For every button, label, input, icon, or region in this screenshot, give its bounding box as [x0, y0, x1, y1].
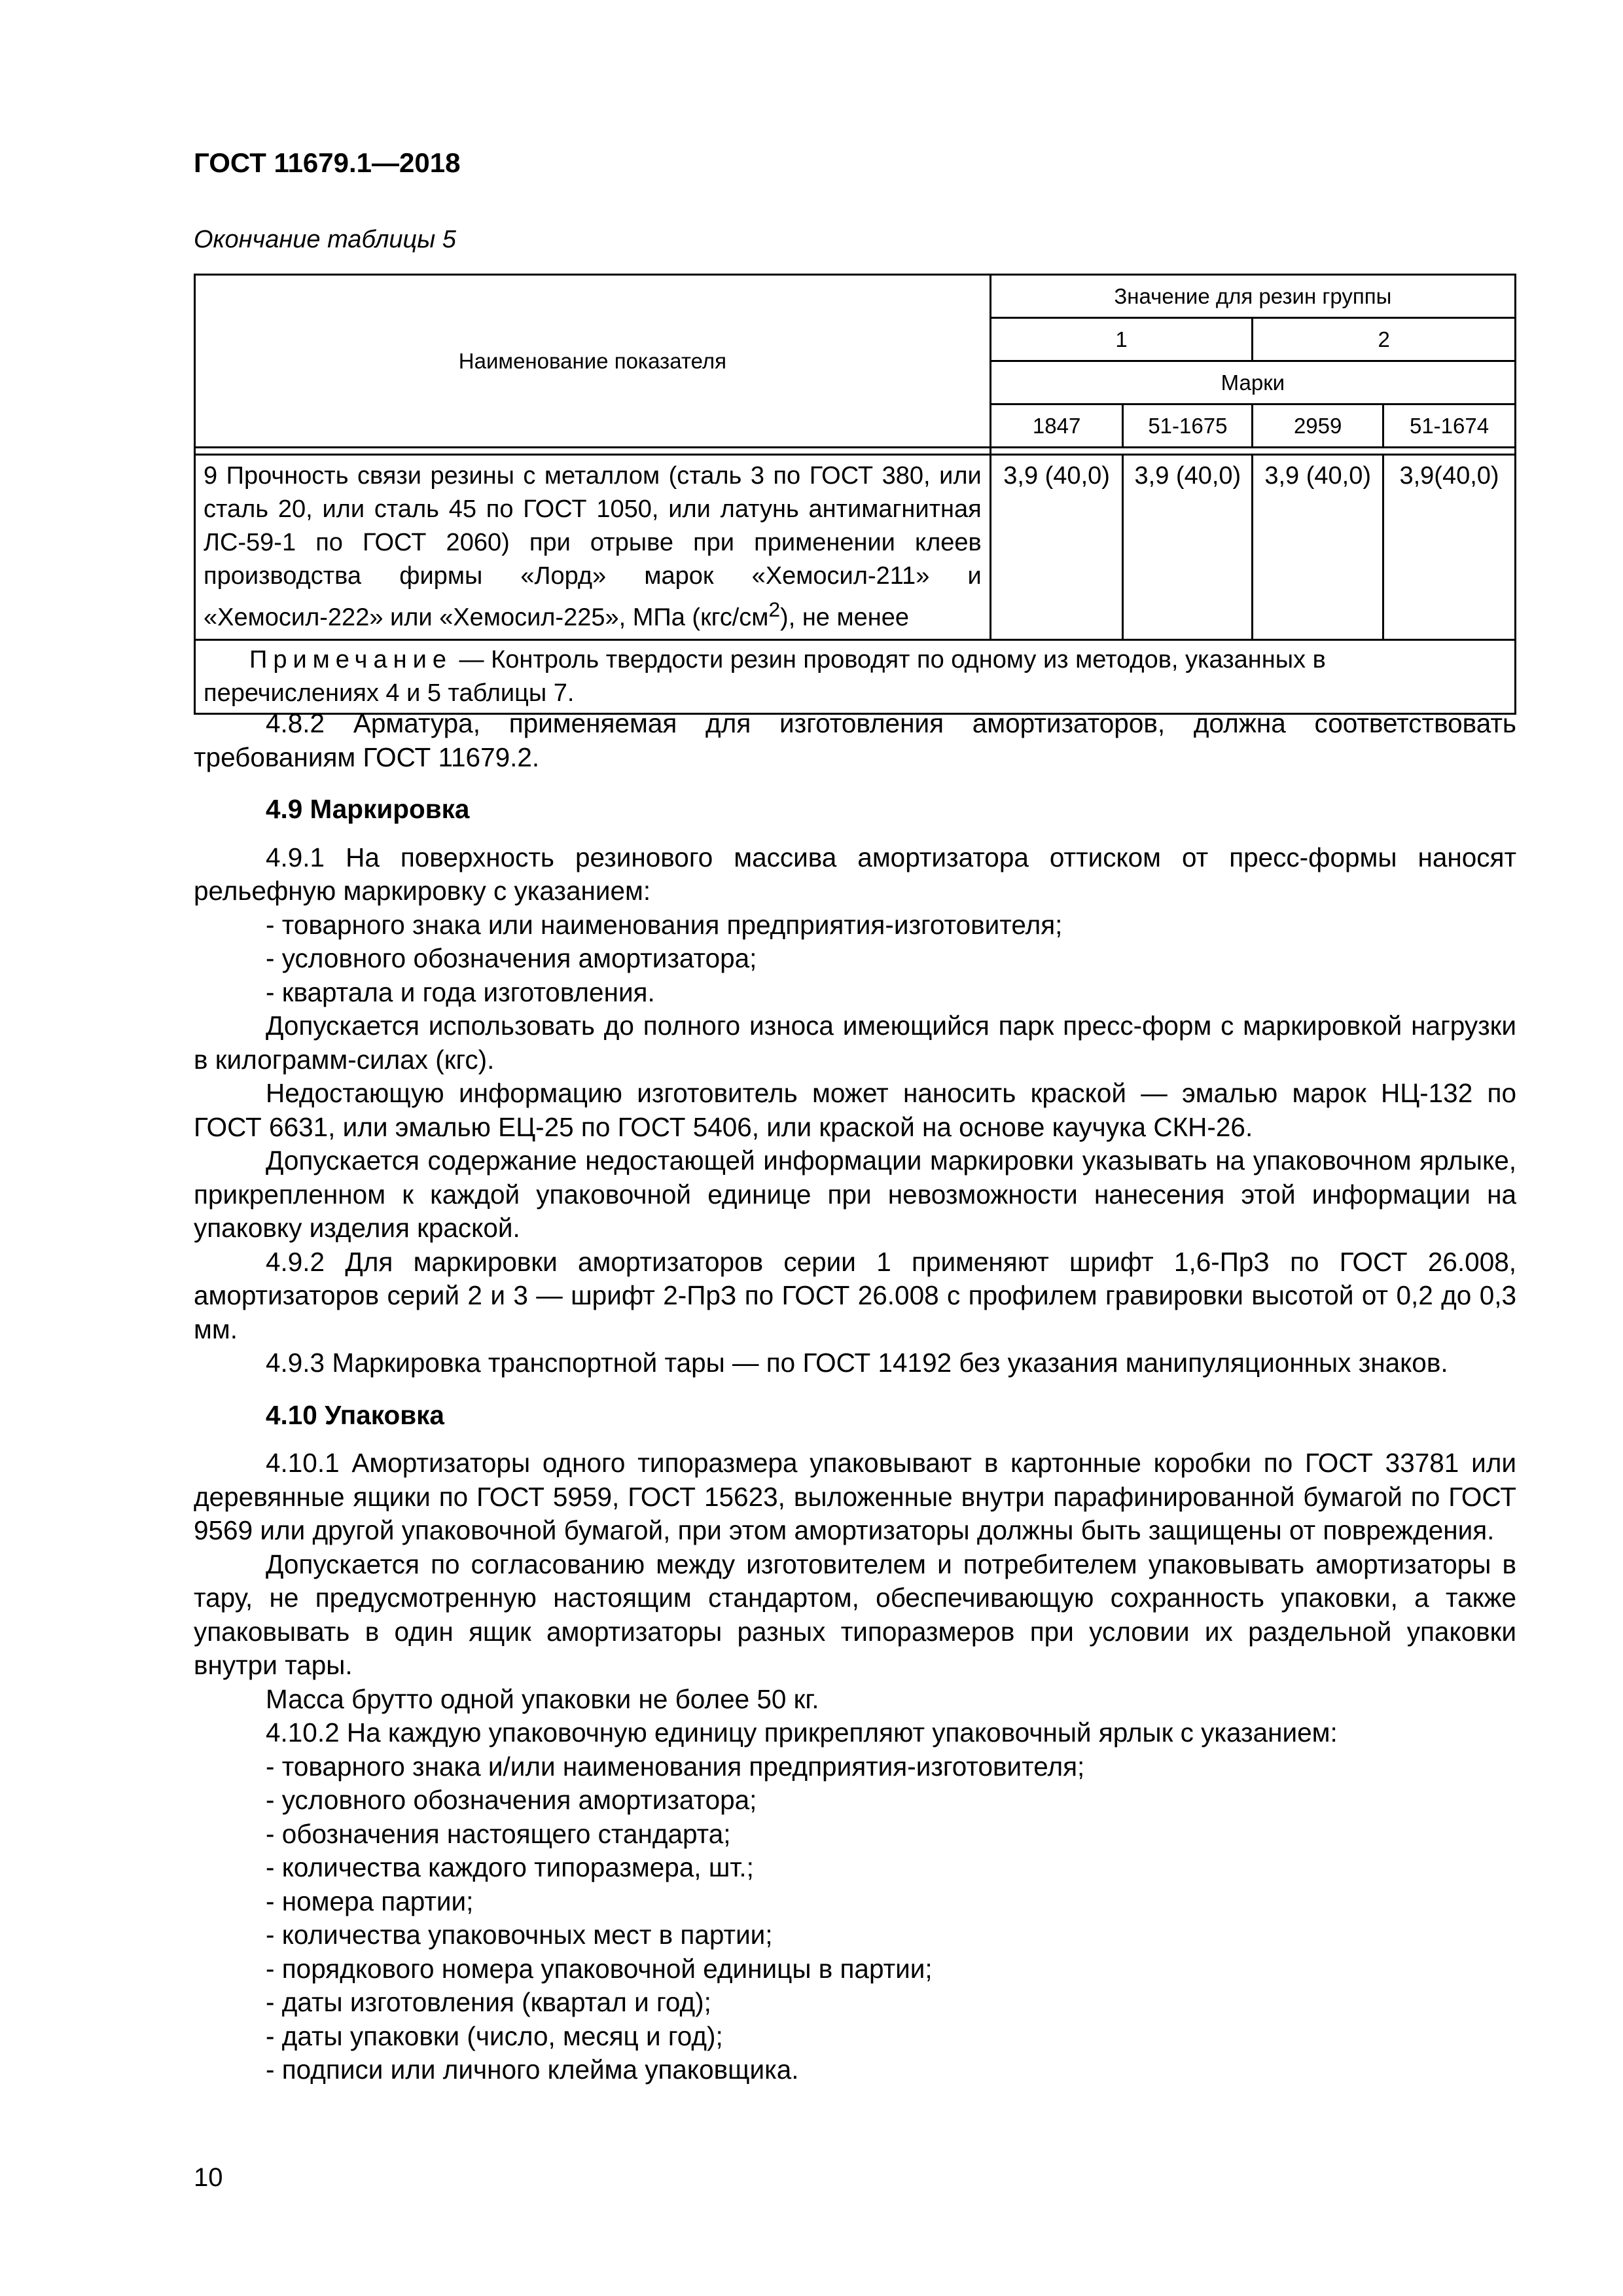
paragraph: 4.10.1 Амортизаторы одного типоразмера упаковывают в картонные коробки по ГОСТ 33781 или деревянные ящики по ГОСТ 5959, ГОСТ 15623, выложенные внутри парафинированной бумагой по ГОСТ 9569 или другой упаковочной бумагой, при этом амортизаторы должны быть защищены от повреждения.: [194, 1448, 1516, 1545]
list-item: - порядкового номера упаковочной единицы в партии;: [266, 1953, 933, 1984]
list-item: - квартала и года изготовления.: [266, 977, 655, 1007]
body-text: [194, 707, 1516, 2087]
paragraph: 4.9.2 Для маркировки амортизаторов серии 1 применяют шрифт 1,6-ПрЗ по ГОСТ 26.008, амортизаторов серий 2 и 3 — шрифт 2-ПрЗ по ГОСТ 26.008 с профилем гравировки высотой от 0,2 до 0,3 мм.: [194, 1246, 1516, 1344]
table-continuation-caption: Окончание таблицы 5: [194, 226, 456, 253]
page-number: 10: [194, 2163, 223, 2192]
table-cell: 3,9 (40,0): [1123, 455, 1253, 640]
paragraph: 4.9.1 На поверхность резинового массива амортизатора оттиском от пресс-формы наносят рельефную маркировку с указанием:: [194, 842, 1516, 906]
marks-header: Марки: [990, 361, 1515, 404]
paragraph: 4.9.3 Маркировка транспортной тары — по ГОСТ 14192 без указания манипуляционных знаков.: [266, 1348, 1448, 1378]
table-note-row: [195, 639, 1516, 713]
paragraph: Недостающую информацию изготовитель может наносить краской — эмалью марок НЦ-132 по ГОСТ 6631, или эмалью ЕЦ-25 по ГОСТ 5406, или краской на основе каучука СКН-26.: [194, 1078, 1516, 1142]
list-item: - даты изготовления (квартал и год);: [266, 1987, 711, 2017]
list-item: - подписи или личного клейма упаковщика.: [266, 2054, 799, 2085]
header-separator: [195, 448, 1516, 455]
group-header: Значение для резин группы: [990, 275, 1515, 318]
mark-header: 1847: [990, 404, 1123, 448]
table-5: [194, 274, 1516, 715]
table-cell: 3,9 (40,0): [990, 455, 1123, 640]
paragraph: 4.10.2 На каждую упаковочную единицу прикрепляют упаковочный ярлык с указанием:: [266, 1717, 1338, 1748]
mark-header: 51-1675: [1123, 404, 1253, 448]
group-1-header: 1: [990, 318, 1253, 361]
list-item: - условного обозначения амортизатора;: [266, 1785, 757, 1815]
document-id: ГОСТ 11679.1—2018: [194, 147, 461, 178]
paragraph: Допускается содержание недостающей информации маркировки указывать на упаковочном ярлыке, прикрепленном к каждой упаковочной единице при невозможности нанесения этой информации на упаковку изделия краской.: [194, 1145, 1516, 1243]
table-cell: 3,9(40,0): [1383, 455, 1516, 640]
list-item: - обозначения настоящего стандарта;: [266, 1818, 731, 1849]
paragraph: Допускается использовать до полного износа имеющийся парк пресс-форм с маркировкой нагрузки в килограмм-силах (кгс).: [194, 1011, 1516, 1075]
list-item: - номера партии;: [266, 1886, 474, 1916]
row-description-end: ), не менее: [780, 603, 910, 632]
note-text: — Контроль твердости резин проводят по одному из методов, указанных в перечислениях 4 и 5 таблицы 7.: [204, 645, 1326, 707]
paragraph: Масса брутто одной упаковки не более 50 кг.: [266, 1683, 819, 1714]
paragraph: Допускается по согласованию между изготовителем и потребителем упаковывать амортизаторы в тару, не предусмотренную настоящим стандартом, обеспечивающую сохранность упаковки, а также упаковывать в один ящик амортизаторы разных типоразмеров при условии их раздельной упаковки внутри тары.: [194, 1549, 1516, 1680]
table-cell: 3,9 (40,0): [1253, 455, 1383, 640]
table-row: [195, 455, 1516, 640]
section-heading: 4.9 Маркировка: [266, 794, 470, 824]
mark-header: 51-1674: [1383, 404, 1516, 448]
superscript: 2: [768, 598, 781, 621]
mark-header: 2959: [1253, 404, 1383, 448]
list-item: - количества каждого типоразмера, шт.;: [266, 1852, 754, 1882]
row-description-text: 9 Прочность связи резины с металлом (сталь 3 по ГОСТ 380, или сталь 20, или сталь 45 по ГОСТ 1050, или латунь антимагнитная ЛС-59-1 по ГОСТ 2060) при отрыве при применении клеев производства фирмы «Лорд» марок «Хемосил-211» и «Хемосил-222» или «Хемосил-225», МПа (кгс/см: [204, 462, 982, 632]
table-header-row: [195, 275, 1516, 318]
note-label: Примечание: [249, 645, 452, 673]
group-2-header: 2: [1253, 318, 1516, 361]
list-item: - количества упаковочных мест в партии;: [266, 1920, 773, 1950]
list-item: - даты упаковки (число, месяц и год);: [266, 2020, 723, 2051]
paragraph: 4.8.2 Арматура, применяемая для изготовления амортизаторов, должна соответствовать требованиям ГОСТ 11679.2.: [194, 708, 1516, 772]
list-item: - условного обозначения амортизатора;: [266, 943, 757, 973]
table-note: [195, 639, 1516, 713]
section-heading: 4.10 Упаковка: [266, 1399, 444, 1430]
row-description: [195, 455, 991, 640]
list-item: - товарного знака или наименования предприятия-изготовителя;: [266, 909, 1063, 940]
list-item: - товарного знака и/или наименования предприятия-изготовителя;: [266, 1751, 1085, 1782]
column-header-name: Наименование показателя: [195, 275, 991, 448]
